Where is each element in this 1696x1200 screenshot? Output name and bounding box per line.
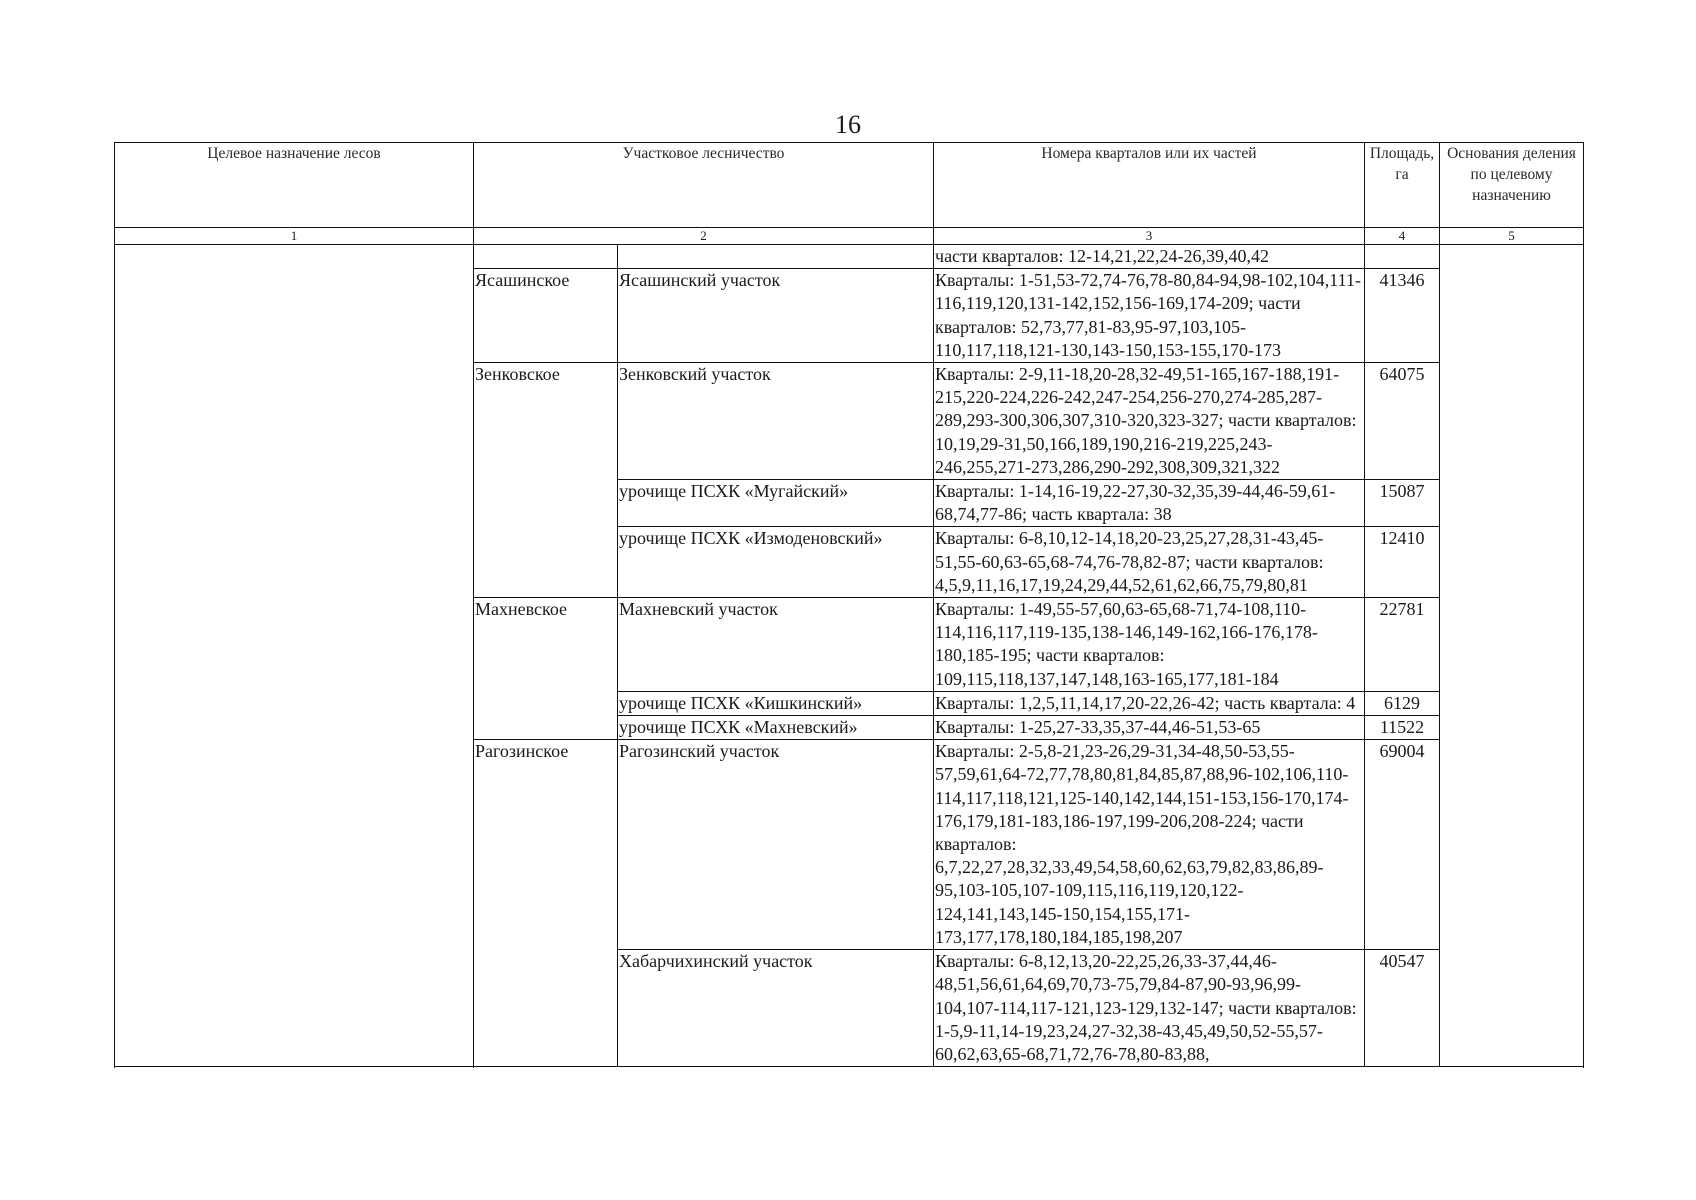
area-cell: 64075 — [1365, 363, 1440, 480]
district-cell: Махневское — [474, 598, 618, 740]
forest-purpose-cell — [115, 245, 474, 1067]
division-basis-cell — [1440, 245, 1584, 1067]
header-quarter-numbers: Номера кварталов или их частей — [934, 143, 1365, 228]
subdistrict-cell: Рагозинский участок — [618, 740, 934, 950]
column-number-4: 4 — [1365, 228, 1440, 245]
area-cell: 6129 — [1365, 691, 1440, 715]
subdistrict-cell: Ясашинский участок — [618, 269, 934, 363]
quarters-cell: Кварталы: 1,2,5,11,14,17,20-22,26-42; часть квартала: 4 — [934, 691, 1365, 715]
subdistrict-cell: урочище ПСХК «Махневский» — [618, 716, 934, 740]
subdistrict-cell: урочище ПСХК «Мугайский» — [618, 480, 934, 527]
area-cell: 15087 — [1365, 480, 1440, 527]
column-number-5: 5 — [1440, 228, 1584, 245]
area-cell: 69004 — [1365, 740, 1440, 950]
subdistrict-cell: Махневский участок — [618, 598, 934, 692]
quarters-cell: Кварталы: 1-14,16-19,22-27,30-32,35,39-44,46-59,61-68,74,77-86; часть квартала: 38 — [934, 480, 1365, 527]
subdistrict-cell: Хабарчихинский участок — [618, 950, 934, 1067]
quarters-cell: Кварталы: 6-8,10,12-14,18,20-23,25,27,28,31-43,45-51,55-60,63-65,68-74,76-78,82-87; части кварталов: 4,5,9,11,16,17,19,24,29,44,52,61,62,66,75,79,80,81 — [934, 527, 1365, 598]
quarters-cell: Кварталы: 6-8,12,13,20-22,25,26,33-37,44,46-48,51,56,61,64,69,70,73-75,79,84-87,90-93,96,99-104,107-114,117-121,123-129,132-147; части кварталов: 1-5,9-11,14-19,23,24,27-32,38-43,45,49,50,52-55,57-60,62,63,65-68,71,72,76-78,80-83,88, — [934, 950, 1365, 1067]
forest-purpose-table — [114, 142, 1584, 1067]
district-cell: Ясашинское — [474, 269, 618, 363]
area-cell: 22781 — [1365, 598, 1440, 692]
column-number-1: 1 — [115, 228, 474, 245]
area-cell: 12410 — [1365, 527, 1440, 598]
header-row — [115, 143, 1584, 228]
quarters-cell: Кварталы: 1-51,53-72,74-76,78-80,84-94,98-102,104,111-116,119,120,131-142,152,156-169,174-209; части кварталов: 52,73,77,81-83,95-97,103,105-110,117,118,121-130,143-150,153-155,170-173 — [934, 269, 1365, 363]
area-cell: 41346 — [1365, 269, 1440, 363]
quarters-cell: Кварталы: 2-9,11-18,20-28,32-49,51-165,167-188,191-215,220-224,226-242,247-254,256-270,274-285,287-289,293-300,306,307,310-320,323-327; части кварталов: 10,19,29-31,50,166,189,190,216-219,225,243-246,255,271-273,286,290-292,308,309,321,322 — [934, 363, 1365, 480]
quarters-cell: части кварталов: 12-14,21,22,24-26,39,40,42 — [934, 245, 1365, 269]
district-cell: Зенковское — [474, 363, 618, 598]
header-forest-purpose: Целевое назначение лесов — [115, 143, 474, 228]
header-district-forestry: Участковое лесничество — [474, 143, 934, 228]
subdistrict-cell — [618, 245, 934, 269]
header-division-basis: Основания деления по целевому назначению — [1440, 143, 1584, 228]
area-cell — [1365, 245, 1440, 269]
area-cell: 11522 — [1365, 716, 1440, 740]
district-cell — [474, 245, 618, 269]
column-number-3: 3 — [934, 228, 1365, 245]
page-number: 16 — [835, 110, 861, 139]
area-cell: 40547 — [1365, 950, 1440, 1067]
quarters-cell: Кварталы: 2-5,8-21,23-26,29-31,34-48,50-53,55-57,59,61,64-72,77,78,80,81,84,85,87,88,96-102,106,110-114,117,118,121,125-140,142,144,151-153,156-170,174-176,179,181-183,186-197,199-206,208-224; части кварталов: 6,7,22,27,28,32,33,49,54,58,60,62,63,79,82,83,86,89-95,103-105,107-109,115,116,119,120,122-124,141,143,145-150,154,155,171-173,177,178,180,184,185,198,207 — [934, 740, 1365, 950]
subdistrict-cell: Зенковский участок — [618, 363, 934, 480]
subdistrict-cell: урочище ПСХК «Измоденовский» — [618, 527, 934, 598]
subdistrict-cell: урочище ПСХК «Кишкинский» — [618, 691, 934, 715]
quarters-cell: Кварталы: 1-49,55-57,60,63-65,68-71,74-108,110-114,116,117,119-135,138-146,149-162,166-176,178-180,185-195; части кварталов: 109,115,118,137,147,148,163-165,177,181-184 — [934, 598, 1365, 692]
column-number-2: 2 — [474, 228, 934, 245]
table-row — [115, 245, 1584, 269]
header-area: Площадь, га — [1365, 143, 1440, 228]
quarters-cell: Кварталы: 1-25,27-33,35,37-44,46-51,53-65 — [934, 716, 1365, 740]
district-cell: Рагозинское — [474, 740, 618, 1067]
column-number-row — [115, 228, 1584, 245]
